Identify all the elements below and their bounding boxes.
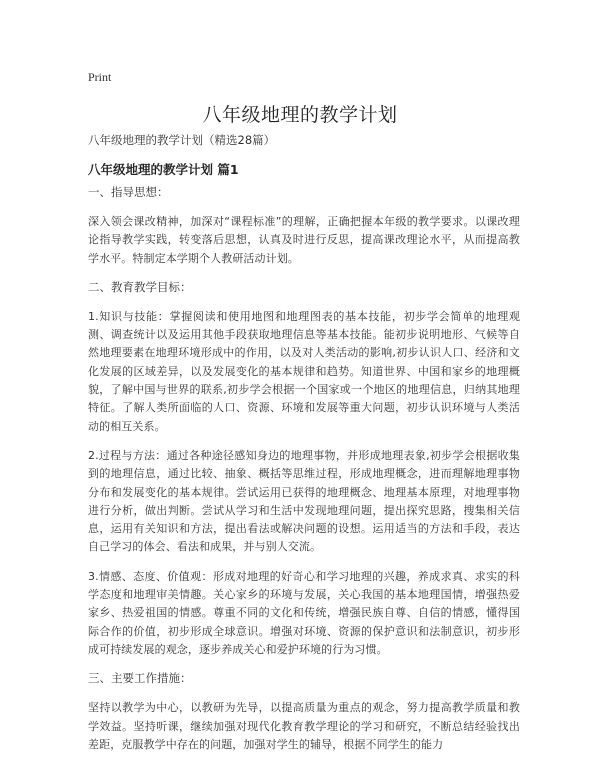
paragraph-guiding-ideology: 深入领会课改精神，加深对“课程标准”的理解，正确把握本年级的教学要求。以课改理论指导教学实践，转变落后思想，认真及时进行反思，提高课改理论水平，从而提高教学水平。特制定本学期个人教研活动计划。 — [88, 215, 520, 265]
section-title-teaching-goals: 二、教育教学目标： — [88, 279, 192, 294]
paragraph-goal-emotion-values: 3.情感、态度、价值观：形成对地理的好奇心和学习地理的兴趣，养成求真、求实的科学态度和地理审美情趣。关心家乡的环境与发展，关心我国的基本地理国情，增强热爱家乡、热爱祖国的情感。尊重不同的文化和传统，增强民族自尊、自信的情感，懂得国际合作的价值，初步形成全球意识。增强对环境、资源的保护意识和法制意识，初步形成可持续发展的观念，逐步养成关心和爱护环境的行为习惯。 — [88, 569, 520, 656]
page-subtitle: 八年级地理的教学计划（精选28篇） — [88, 133, 276, 147]
paragraph-work-measures: 坚持以教学为中心，以教研为先导，以提高质量为重点的观念，努力提高教学质量和教学效益。坚持听课，继续加强对现代化教育教学理论的学习和研究，不断总结经验找出差距，克服教学中存在的问题，加强对学生的辅导，根据不同学生的能力 — [88, 701, 520, 751]
article-body — [88, 184, 520, 765]
paragraph-goal-process-methods: 2.过程与方法：通过各种途径感知身边的地理事物，并形成地理表象,初步学会根据收集到的地理信息，通过比较、抽象、概括等思维过程，形成地理概念，进而理解地理事物分布和发展变化的基本规律。尝试运用已获得的地理概念、地理基本原理，对地理事物进行分析，做出判断。尝试从学习和生活中发现地理问题，提出探究思路，搜集相关信息，运用有关知识和方法，提出看法或解决问题的设想。运用适当的方法和手段，表达自己学习的体会、看法和成果，并与别人交流。 — [88, 448, 520, 554]
section-title-guiding-ideology: 一、指导思想： — [88, 185, 169, 199]
page-title: 八年级地理的教学计划 — [202, 104, 398, 126]
section-title-work-measures: 三、主要工作措施： — [88, 671, 192, 686]
article-heading: 八年级地理的教学计划 篇1 — [88, 162, 239, 177]
paragraph-goal-knowledge-skills: 1.知识与技能：掌握阅读和使用地图和地理图表的基本技能，初步学会简单的地理观测、调查统计以及运用其他手段获取地理信息等基本技能。能初步说明地形、气候等自然地理要素在地理环境形成中的作用，以及对人类活动的影响,初步认识人口、经济和文化发展的区域差异，以及发展变化的基本规律和趋势。知道世界、中国和家乡的地理概貌，了解中国与世界的联系,初步学会根据一个国家或一个地区的地理信息，归纳其地理特征。了解人类所面临的人口、资源、环境和发展等重大问题，初步认识环境与人类活动的相互关系。 — [88, 309, 520, 433]
print-link[interactable]: Print — [88, 70, 112, 84]
